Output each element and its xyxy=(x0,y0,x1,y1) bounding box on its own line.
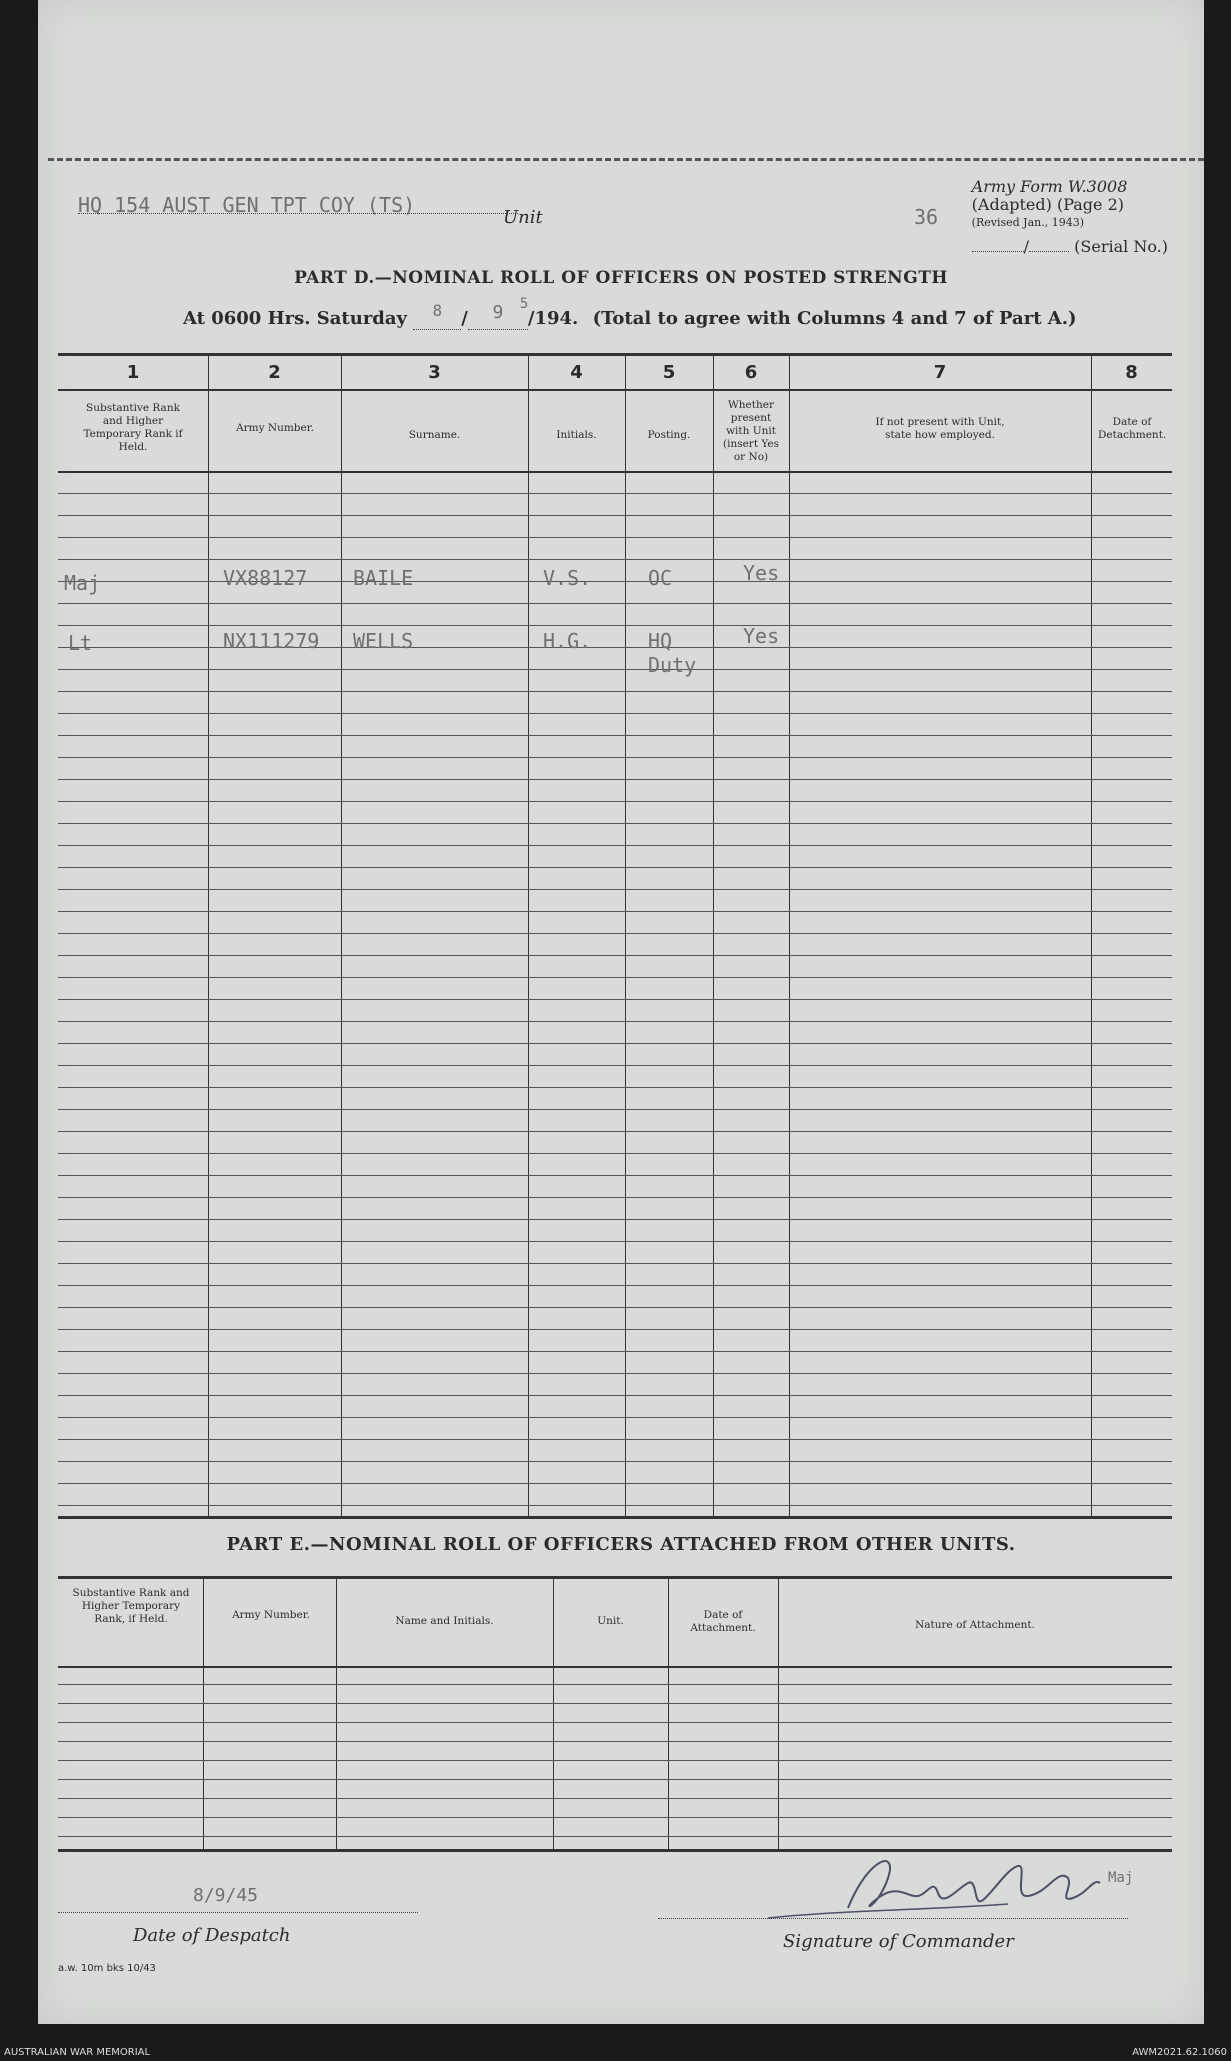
row1-present: Yes xyxy=(743,561,780,585)
print-code: a.w. 10m bks 10/43 xyxy=(58,1963,156,1974)
ruled-line xyxy=(58,977,1172,978)
col-header-initials: Initials. xyxy=(556,429,597,441)
ruled-line xyxy=(58,823,1172,824)
commander-signature xyxy=(728,1838,1148,1928)
ruled-line xyxy=(58,845,1172,846)
ruled-line xyxy=(58,1722,1172,1723)
col-header-surname: Surname. xyxy=(408,429,461,441)
ruled-line xyxy=(58,933,1172,934)
col-header-detachment: Date of Detachment. xyxy=(1098,416,1167,441)
ruled-line xyxy=(58,1043,1172,1044)
ruled-line xyxy=(58,1779,1172,1780)
form-name: Army Form W.3008 xyxy=(971,177,1128,196)
ruled-line xyxy=(58,691,1172,692)
e-col-header-rank: Substantive Rank and Higher Temporary Rank, if Held. xyxy=(72,1587,190,1625)
ruled-line xyxy=(58,515,1172,516)
at-prefix: At 0600 Hrs. Saturday xyxy=(183,308,408,329)
ruled-line xyxy=(58,1285,1172,1286)
unit-label: Unit xyxy=(503,207,543,228)
header-divider xyxy=(58,471,1172,473)
despatch-date-label: Date of Despatch xyxy=(133,1925,291,1946)
ruled-line xyxy=(58,889,1172,890)
caption-right: AWM2021.62.1060 xyxy=(1132,2047,1227,2058)
form-reference xyxy=(972,178,1168,256)
ruled-line xyxy=(58,1175,1172,1176)
page-number: 36 xyxy=(914,205,939,229)
col-divider xyxy=(528,356,529,1516)
ruled-line xyxy=(58,779,1172,780)
row1-posting: OC xyxy=(648,566,673,590)
column-number: 4 xyxy=(570,362,583,383)
signature-rank: Maj xyxy=(1108,1870,1134,1886)
e-col-header-unit: Unit. xyxy=(597,1615,624,1627)
column-number: 1 xyxy=(126,362,140,383)
column-number: 3 xyxy=(428,362,441,383)
form-adapted: (Adapted) (Page 2) xyxy=(971,195,1124,214)
ruled-line xyxy=(58,1483,1172,1484)
col-divider xyxy=(208,356,209,1516)
serial-slash: / xyxy=(1023,237,1030,256)
ruled-line xyxy=(58,1461,1172,1462)
row1-rank: Maj xyxy=(64,571,101,595)
ruled-line xyxy=(58,1798,1172,1799)
col-header-posting: Posting. xyxy=(647,429,691,441)
row2-army-number: NX111279 xyxy=(223,629,320,653)
ruled-line xyxy=(58,1131,1172,1132)
column-number: 2 xyxy=(268,362,281,383)
ruled-line xyxy=(58,1263,1172,1264)
ruled-line xyxy=(58,1760,1172,1761)
col-divider xyxy=(1091,356,1092,1516)
form-sheet xyxy=(38,0,1204,2024)
ruled-line xyxy=(58,1417,1172,1418)
ruled-line xyxy=(58,911,1172,912)
ruled-line xyxy=(58,1741,1172,1742)
ruled-line xyxy=(58,867,1172,868)
column-number: 8 xyxy=(1125,362,1138,383)
ruled-line xyxy=(58,1307,1172,1308)
ruled-line xyxy=(58,1817,1172,1818)
serial-label: (Serial No.) xyxy=(1074,237,1168,256)
ruled-line xyxy=(58,1065,1172,1066)
ruled-line xyxy=(58,1439,1172,1440)
col-divider xyxy=(625,356,626,1516)
col-header-how-employed: If not present with Unit, state how employed. xyxy=(875,416,1005,441)
part-d-title: PART D.—NOMINAL ROLL OF OFFICERS ON POSTED STRENGTH xyxy=(294,268,948,288)
part-e-title: PART E.—NOMINAL ROLL OF OFFICERS ATTACHED FROM OTHER UNITS. xyxy=(226,1534,1016,1555)
ruled-line xyxy=(58,1373,1172,1374)
ruled-line xyxy=(58,735,1172,736)
year-digit: 5 xyxy=(519,296,529,312)
ruled-line xyxy=(58,493,1172,494)
ruled-line xyxy=(58,603,1172,604)
header-divider xyxy=(58,1666,1172,1668)
part-d-date-line: At 0600 Hrs. Saturday 8 / 9 5 /194. (Total to agree with Columns 4 and 7 of Part A.) xyxy=(183,296,1077,329)
part-d-table xyxy=(58,353,1172,1519)
despatch-dotted-line xyxy=(58,1912,418,1913)
ruled-line xyxy=(58,713,1172,714)
despatch-date-value: 8/9/45 xyxy=(193,1885,259,1906)
ruled-line xyxy=(58,1505,1172,1506)
col-divider xyxy=(789,356,790,1516)
caption-left: AUSTRALIAN WAR MEMORIAL xyxy=(4,2047,151,2058)
signature-dotted-line xyxy=(658,1918,1128,1919)
row1-surname: BAILE xyxy=(353,566,414,590)
ruled-line xyxy=(58,955,1172,956)
col-divider xyxy=(203,1579,204,1849)
ruled-line xyxy=(58,537,1172,538)
column-number: 5 xyxy=(662,362,676,383)
col-divider xyxy=(668,1579,669,1849)
ruled-line xyxy=(58,1684,1172,1685)
ruled-line xyxy=(58,999,1172,1000)
part-e-table xyxy=(58,1576,1172,1852)
day-value: 8 xyxy=(432,301,443,320)
row2-rank: Lt xyxy=(68,631,93,655)
unit-value: HQ 154 AUST GEN TPT COY (TS) xyxy=(78,193,416,217)
ruled-line xyxy=(58,1351,1172,1352)
e-col-header-nature: Nature of Attachment. xyxy=(915,1619,1035,1631)
col-header-rank: Substantive Rank and Higher Temporary Rank if Held. xyxy=(83,402,183,453)
col-header-present: Whether present with Unit (insert Yes or No) xyxy=(722,399,780,463)
ruled-line xyxy=(58,1329,1172,1330)
form-revised: (Revised Jan., 1943) xyxy=(971,216,1084,229)
column-number: 6 xyxy=(744,362,758,383)
ruled-line xyxy=(58,1241,1172,1242)
ruled-line xyxy=(58,1836,1172,1837)
year-prefix: 194. xyxy=(534,308,579,329)
ruled-line xyxy=(58,669,1172,670)
unit-dotted-line xyxy=(78,213,518,214)
col-divider xyxy=(341,356,342,1516)
col-header-army-number: Army Number. xyxy=(236,422,314,434)
ruled-line xyxy=(58,1703,1172,1704)
row2-present: Yes xyxy=(743,624,780,648)
ruled-line xyxy=(58,1395,1172,1396)
row1-army-number: VX88127 xyxy=(223,566,308,590)
ruled-line xyxy=(58,625,1172,626)
ruled-line xyxy=(58,559,1172,560)
total-note: (Total to agree with Columns 4 and 7 of Part A.) xyxy=(592,308,1077,329)
ruled-line xyxy=(58,1197,1172,1198)
row2-posting: HQ Duty xyxy=(648,629,697,677)
e-col-header-army-number: Army Number. xyxy=(232,1609,310,1621)
perforation-line xyxy=(48,158,1204,161)
e-col-header-attachment-date: Date of Attachment. xyxy=(690,1609,756,1634)
ruled-line xyxy=(58,1153,1172,1154)
row2-initials: H.G. xyxy=(543,629,592,653)
header-divider xyxy=(58,389,1172,391)
ruled-line xyxy=(58,1219,1172,1220)
ruled-line xyxy=(58,1087,1172,1088)
ruled-line xyxy=(58,1109,1172,1110)
signature-label: Signature of Commander xyxy=(783,1931,1014,1952)
ruled-line xyxy=(58,1021,1172,1022)
col-divider xyxy=(713,356,714,1516)
row2-surname: WELLS xyxy=(353,629,414,653)
row1-initials: V.S. xyxy=(543,566,592,590)
ruled-line xyxy=(58,801,1172,802)
e-col-header-name: Name and Initials. xyxy=(395,1615,494,1627)
ruled-line xyxy=(58,757,1172,758)
month-value: 9 xyxy=(492,302,504,323)
column-number: 7 xyxy=(933,362,947,383)
